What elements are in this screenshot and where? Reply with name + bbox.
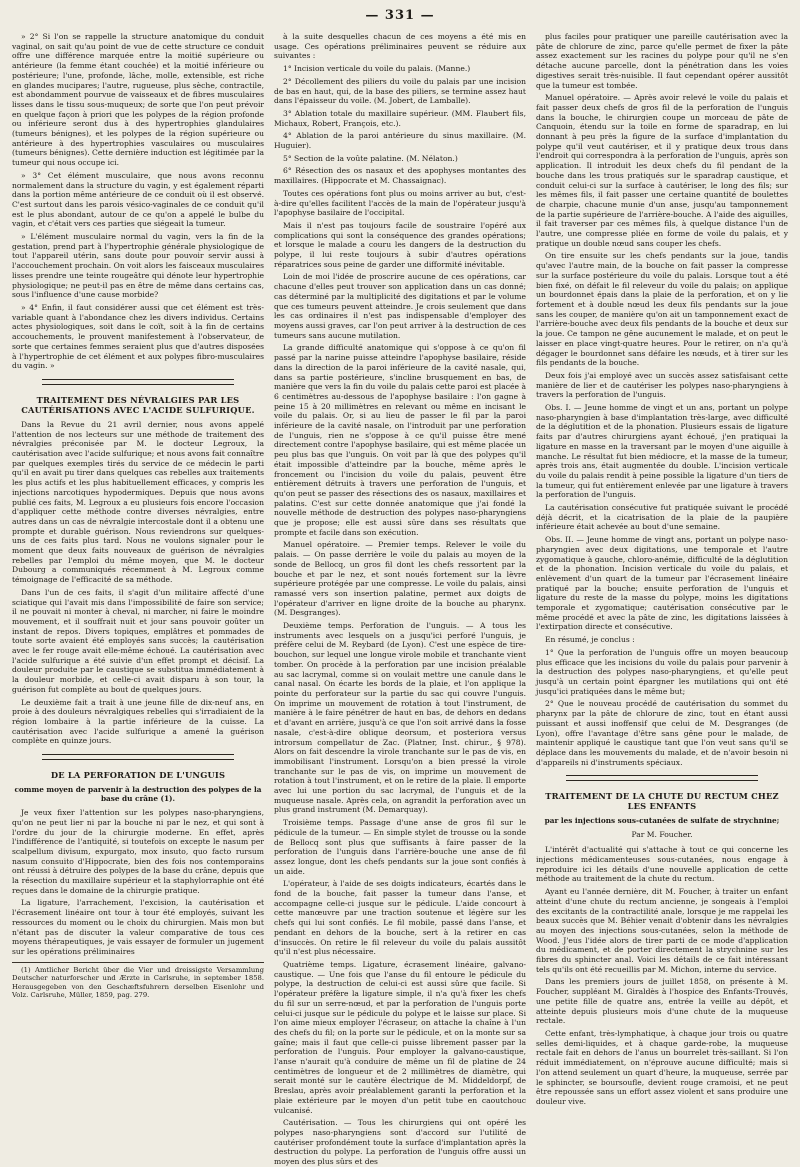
paragraph: Manuel opératoire. — Premier temps. Relever le voile du palais. — On passe derrière le voile du palais au moyen de la sonde de Bellocq, un gros fil dont les chefs ressortent par la bouche et par le nez, et sont noués fortement sur la lèvre supérieure protégée par une compresse. Le voile du palais, ainsi ramassé vers son insertion palatine, permet aux doigts de l'opérateur d'arriver en ligne droite de la bouche au pharynx. (M. Desgranges). bbox=[274, 540, 526, 618]
section-subtitle: comme moyen de parvenir à la destruction des polypes de la base du crâne (1). bbox=[14, 785, 262, 804]
paragraph: 5° Section de la voûte palatine. (M. Nélaton.) bbox=[283, 153, 458, 163]
author-line: Par M. Foucher. bbox=[631, 830, 693, 840]
paragraph: La cautérisation consécutive fut pratiquée suivant le procédé déjà décrit, et la cicatrisation de la plaie de la paupière inférieure était achevée au bout d'une semaine. bbox=[536, 503, 788, 532]
paragraph: Obs. I. — Jeune homme de vingt et un ans, portant un polype naso-pharyngien à base d'implantation très-large, avec difficulté de la déglutition et de la phonation. Plusieurs essais de ligature faits par d'autres chirurgiens ayant échoué, j'en pratiquai la ligature en masse en la traversant par le moyen d'une aiguille à manche. Le résultat fut bien médiocre, et la masse de la tumeur, après trois ans, était augmentée du double. L'incision verticale du voile du palais rendit à peine possible la ligature d'un tiers de la tumeur, qui fut entièrement enlevée par une ligature à travers la perforation de l'unguis. bbox=[536, 403, 788, 500]
footnote: (1) Amtlicher Bericht über die Vier und dreissigste Versammlung Deutscher naturforscher und Ærzte in Carlsruhe, in september 1858. Herausgegeben von den Geschæftsfuhrern derselben Eisenlohr und Volz. Carlsruhe, Müller, 1859, pag. 279. bbox=[12, 962, 264, 1000]
paragraph: Deux fois j'ai employé avec un succès assez satisfaisant cette manière de lier et de cautériser les polypes naso-pharyngiens à travers la perforation de l'unguis. bbox=[536, 370, 788, 400]
section-divider bbox=[42, 754, 234, 760]
column-2 bbox=[274, 32, 526, 1167]
paragraph: 1° Que la perforation de l'unguis offre un moyen beaucoup plus efficace que les incisions du voile du palais pour parvenir à la destruction des polypes naso-pharyngiens, et qu'elle peut jusqu'à un certain point épargner les mutilations qui ont été jusqu'ici pratiquées dans le même but; bbox=[536, 647, 788, 696]
paragraph: Dans l'un de ces faits, il s'agit d'un militaire affecté d'une sciatique qui l'avait mis dans l'impossibilité de faire son service; il ne pouvait ni monter à cheval, ni marcher, ni faire le moindre mouvement, et il souffrait nuit et jour sans pouvoir goûter un instant de repos. Divers topiques, emplâtres et pommades de toute sorte avaient été employés sans succès; la cautérisation avec le fer rouge avait elle-même échoué. La cautérisation avec l'acide sulfurique a été suivie d'un effet prompt et décisif. La douleur produite par le caustique se substitua immédiatement à la douleur morbide, et celle-ci avait disparu à son tour, la guérison fut complète au bout de quelques jours. bbox=[12, 587, 264, 694]
paragraph: Obs. II. — Jeune homme de vingt ans, portant un polype naso-pharyngien avec deux digitations, une temporale et l'autre zygomatique à gauche, chloro-anémie, difficulté de la déglutition et de la phonation. Incision verticale du voile du palais, et enlèvement d'un quart de la tumeur par l'écrasement linéaire pratiqué par la bouche; ensuite perforation de l'unguis et ligature du reste de la masse du polype, moins les digitations temporale et zygomatique; cautérisation consécutive par le même procédé et avec la pâte de zinc, les digitations laissées à l'extirpation directe et consécutive. bbox=[536, 535, 788, 632]
paragraph: » 2° Si l'on se rappelle la structure anatomique du conduit vaginal, on sait qu'au point de vue de cette structure ce conduit offre une différence marquée entre la moitié supérieure ou antérieure (la femme étant couchée) et la moitié inférieure ou postérieure; l'une, profonde, lâche, molle, extensible, est riche en glandes mucipares; l'autre, rugueuse, plus sèche, contractile, est abondamment pourvue de vaisseaux et de fibres musculaires lisses dans le tissu sous-muqueux; de sorte que l'on peut prévoir en quelque façon à priori que les polypes de la région profonde ou inférieure seront dus à des hypertrophies glandulaires (tumeurs bénignes), et les polypes de la région supérieure ou antérieure à des hypertrophies vasculaires ou musculaires (tumeurs bénignes). Cette dernière induction est légitimée par la tumeur qui nous occupe ici. bbox=[12, 32, 264, 168]
paragraph: » 3° Cet élément musculaire, que nous avons reconnu normalement dans la structure du vagin, y est également réparti dans la portion même antérieure de ce conduit où il est observé. C'est surtout dans les parois vésico-vaginales de ce conduit qu'il est le plus abondant, autour de ce qu'on a appelé le bulbe du vagin, et c'était vers ces parties que siégeait la tumeur. bbox=[12, 170, 264, 229]
paragraph: à la suite desquelles chacun de ces moyens a été mis en usage. Ces opérations préliminaires peuvent se réduire aux suivantes : bbox=[274, 32, 526, 61]
paragraph: L'intérêt d'actualité qui s'attache à tout ce qui concerne les injections médicamenteuses sous-cutanées, nous engage à reproduire ici les détails d'une nouvelle application de cette méthode au traitement de la chute du rectum. bbox=[536, 845, 788, 884]
section-title-rectum: TRAITEMENT DE LA CHUTE DU RECTUM CHEZ LES ENFANTS bbox=[545, 791, 779, 812]
paragraph: On tire ensuite sur les chefs pendants sur la joue, tandis qu'avec l'autre main, de la bouche on fait passer la compresse sur la surface postérieure du voile du palais. Lorsque tout a été bien fixé, on défait le fil releveur du voile du palais; on applique un bourdonnet épais dans la plaie de la perforation, et on y lie fortement et à double nœud les deux fils pendants sur la joue sans les couper, de manière qu'on ait un tamponnement exact de l'arrière-bouche avec deux fils pendants de la bouche et deux sur la joue. Ce tampon ne gêne aucunement le malade, et on peut le laisser en place vingt-quatre heures. Pour le retirer, on n'a qu'à dégager le bourdonnet sans défaire les nœuds, et à tirer sur les fils pendants de la bouche. bbox=[536, 251, 788, 368]
paragraph: Manuel opératoire. — Après avoir relevé le voile du palais et fait passer deux chefs de gros fil de la perforation de l'unguis dans la bouche, le chirurgien coupe un morceau de pâte de Canquoin, étendu sur la toile en forme de sparadrap, en lui donnant à peu près la figure de la surface d'implantation du polype qu'il veut cautériser, et il y pratique deux trous dans l'endroit qui correspondra à la perforation de l'unguis, après son application. Il introduit les deux chefs du fil pendant de la bouche dans les trous pratiqués sur le sparadrap caustique, et conduit celui-ci sur la surface à cautériser, le long des fils; sur les mêmes fils, il fait passer une certaine quantité de boulettes de charpie, chacune munie d'un anse, jusqu'au tamponnement de la partie supérieure de l'arrière-bouche. A l'aide des aiguilles, il fait traverser par ces mêmes fils, à quelque distance l'un de l'autre, une compresse pliée en forme de voile du palais, et y pratique un double nœud sans couper les chefs. bbox=[536, 93, 788, 248]
paragraph: 6° Résection des os nasaux et des apophyses montantes des maxillaires. (Hippocrate et M. Chassaignac). bbox=[274, 166, 526, 186]
paragraph: 1° Incision verticale du voile du palais. (Manne.) bbox=[283, 64, 471, 74]
paragraph: Dans les premiers jours de juillet 1858, on présente à M. Foucher, suppléant M. Giraldès à l'hospice des Enfants-Trouvés, une petite fille de quatre ans, entrée la veille au dépôt, et atteinte depuis plusieurs mois d'une chute de la muqueuse rectale. bbox=[536, 977, 788, 1026]
paragraph: Cette enfant, très-lymphatique, à chaque jour trois ou quatre selles demi-liquides, et à chaque garde-robe, la muqueuse rectale fait en dehors de l'anus un bourrelet très-saillant. Si l'on réduit immédiatement, on n'éprouve aucune difficulté; mais si l'on attend seulement un quart d'heure, la muqueuse, serrée par le sphincter, se boursoufle, devient rouge cramoisi, et ne peut être repoussée sans un effort assez violent et sans produire une douleur vive. bbox=[536, 1028, 788, 1106]
column-1 bbox=[12, 32, 264, 1157]
columns bbox=[12, 32, 788, 1167]
paragraph: 2° Décollement des piliers du voile du palais par une incision de bas en haut, qui, de la base des piliers, se termine assez haut dans l'épaisseur du voile. (M. Jobert, de Lamballe). bbox=[274, 76, 526, 106]
paragraph: 2° Que le nouveau procédé de cautérisation du sommet du pharynx par la pâte de chlorure de zinc, tout en étant aussi puissant et aussi inoffensif que celui de M. Desgranges (de Lyon), offre l'avantage d'être sans gêne pour le malade, de maintenir appliqué le caustique tant que l'on veut sans qu'il se déplace dans les mouvements du malade, et de n'avoir besoin ni d'appareils ni d'instruments spéciaux. bbox=[536, 699, 788, 767]
paragraph: » L'élément musculaire normal du vagin, vers la fin de la gestation, prend part à l'hypertrophie générale physiologique de tout l'appareil utérin, sans doute pour pouvoir servir aussi à l'accouchement prochain. On voit alors les faisceaux musculaires lisses prendre une teinte rougeâtre qui dénote leur hypertrophie physiologique; ne peut-il pas en être de même dans certains cas, sous l'influence d'une cause morbide? bbox=[12, 232, 264, 300]
paragraph: Quatrième temps. Ligature, écrasement linéaire, galvano-caustique. — Une fois que l'anse du fil entoure le pédicule du polype, la destruction de celui-ci est aussi sûre que facile. Si l'opérateur préfère la ligature simple, il n'a qu'à fixer les chefs du fil sur un serre-nœud, et par la perforation de l'unguis porte celui-ci jusque sur le pédicule du polype et le laisse sur place. Si l'on aime mieux employer l'écraseur, on attache la chaîne à l'un des chefs du fil; on la porte sur le pédicule, et on la monte sur sa gaîne; mais il faut que celle-ci puisse librement passer par la perforation de l'unguis. Pour employer la galvano-caustique, l'anse n'aurait qu'à conduire de même un fil de platine de 24 centimètres de longueur et de 2 millimètres de diamètre, qui serait monté sur le cautère électrique de M. Middeldorpf, de Breslau, après avoir préalablement garanti la perforation et la plaie extérieure par le moyen d'un petit tube en caoutchouc vulcanisé. bbox=[274, 959, 526, 1115]
paragraph: La ligature, l'arrachement, l'excision, la cautérisation et l'écrasement linéaire ont tour à tour été employés, suivant les ressources du moment ou le choix du chirurgien. Mais mon but n'étant pas de discuter la valeur comparative de tous ces moyens thérapeutiques, je vais essayer de formuler un jugement sur les opérations préliminaires bbox=[12, 898, 264, 956]
paragraph: 3° Ablation totale du maxillaire supérieur. (MM. Flaubert fils, Michaux, Robert, François, etc.). bbox=[274, 108, 526, 128]
column-3 bbox=[536, 32, 788, 1157]
paragraph: La grande difficulté anatomique qui s'oppose à ce qu'on fil passé par la narine puisse atteindre l'apophyse basilaire, réside dans la direction de la paroi inférieure de la cavité nasale, qui, dans sa partie postérieure, s'incline brusquement en bas, de manière que vers la fin du voile du palais cette paroi est placée à 6 centimètres au-dessous de l'apophyse basilaire : l'on gagne à peine 15 à 20 millimètres en relevant ou même en incisant le voile du palais. Or, si au lieu de passer le fil par la paroi inférieure de la cavité nasale, on l'introduit par une perforation de l'unguis, rien ne s'oppose à ce qu'il puisse être mené directement contre l'apophyse basilaire, qui est même placée un peu plus bas que l'unguis. On voit par là que des polypes qu'il était impossible d'atteindre par la bouche, même après le froncement ou l'incision du voile du palais, peuvent être entièrement détruits à travers une perforation de l'unguis, et qu'on peut se passer des résections des os nasaux, maxillaires et palatins. C'est sur cette donnée anatomique que j'ai fondé la nouvelle méthode de destruction des polypes naso-pharyngiens que je propose; elle est aussi sûre dans ses résultats que prompte et facile dans son exécution. bbox=[274, 343, 526, 537]
section-title-unguis: DE LA PERFORATION DE L'UNGUIS bbox=[50, 770, 226, 781]
paragraph: 4° Ablation de la paroi antérieure du sinus maxillaire. (M. Huguier). bbox=[274, 131, 526, 151]
paragraph: Loin de moi l'idée de proscrire aucune de ces opérations, car chacune d'elles peut trouver son application dans un cas donné; cas déterminé par la multiplicité des digitations et par le volume que ces tumeurs peuvent atteindre. Je crois seulement que dans les cas ordinaires il n'est pas indispensable d'employer des moyens aussi graves, car l'on peut arriver à la destruction de ces tumeurs sans aucune mutilation. bbox=[274, 272, 526, 340]
section-divider bbox=[42, 379, 234, 385]
paragraph: En résumé, je conclus : bbox=[545, 635, 635, 645]
paragraph: » 4° Enfin, il faut considérer aussi que cet élément est très-variable quant à l'abondance chez les divers individus. Certains actes physiologiques, soit dans le coït, soit à la fin de certains accouchements, le prouvent manifestement à l'observateur, de sorte que certaines femmes seraient plus que d'autres disposées à l'hypertrophie de cet élément et aux polypes fibro-musculaires du vagin. » bbox=[12, 302, 264, 371]
paragraph: Je veux fixer l'attention sur les polypes naso-pharyngiens, qu'on ne peut lier ni par la bouche ni par le nez, et qui sont à l'ordre du jour de la chirurgie moderne. En effet, après l'indifférence de l'antiquité, si toutefois on excepte le nasum per scalpellum divisum, expurgato, mox insuto, quo facto rursum nasum consuito d'Hippocrate, bien des fois nos contemporains ont réussi à détruire des polypes de la base du crâne, depuis que la résection du maxillaire supérieur et la staphylorraphie ont été reçues dans le domaine de la chirurgie pratique. bbox=[12, 808, 264, 895]
paragraph: Toutes ces opérations font plus ou moins arriver au but, c'est-à-dire qu'elles facilitent l'accès de la main de l'opérateur jusqu'à l'apophyse basilaire de l'occipital. bbox=[274, 188, 526, 218]
paragraph: Dans la Revue du 21 avril dernier, nous avons appelé l'attention de nos lecteurs sur une méthode de traitement des névralgies préconisée par M. le docteur Legroux, la cautérisation avec l'acide sulfurique; et nous avons fait connaître par quelques exemples tirés du service de ce médecin le parti qu'il en avait pu tirer dans quelques cas rebelles aux traitements les plus actifs et les plus habituellement efficaces, y compris les injections narcotiques hypodermiques. Depuis que nous avons publié ces faits, M. Legroux a eu plusieurs fois encore l'occasion d'appliquer cette méthode contre diverses névralgies, entre autres dans un cas de névralgie intercostale dont il a obtenu une prompte et durable guérison. Nous reviendrons sur quelques-uns de ces faits plus tard. Nous ne voulons signaler pour le moment que deux faits nouveaux de guérison de névralgies rebelles par l'emploi du même moyen, que M. le docteur Dubourg a communiqués récemment à M. Legroux comme témoignage de l'efficacité de sa méthode. bbox=[12, 419, 264, 585]
paragraph: Troisième temps. Passage d'une anse de gros fil sur le pédicule de la tumeur. — En simple stylet de trousse ou la sonde de Bellocq sont plus que suffisants à faire passer de la perforation de l'unguis dans l'arrière-bouche une anse de fil assez longue, dont les chefs pendants sur la joue sont confiés à un aide. bbox=[274, 818, 526, 876]
paragraph: Deuxième temps. Perforation de l'unguis. — A tous les instruments avec lesquels on a jusqu'ici perforé l'unguis, je préfère celui de M. Reybard (de Lyon). C'est une espèce de tire-bouchon, sur lequel une longue virole mobile et tranchante vient tomber. On procède à la perforation par une incision préalable au sac lacrymal, comme si on voulait mettre une canule dans le canal nasal. On écarte les bords de la plaie, et l'on applique la pointe du perforateur sur la partie du sac qui couvre l'unguis. On imprime un mouvement de rotation à tout l'instrument, de manière à le faire pénétrer de haut en bas, de dehors en dedans et d'avant en arrière, jusqu'à ce que l'on soit arrivé dans la fosse nasale, c'est-à-dire oblique deorsum, et posteriora versus introrsum compellatur de Zac. (Platner, Inst. chirur., § 978). Alors on fait descendre la virole tranchante sur le pas de vis, en immobilisant l'instrument. Lorsqu'on a bien pressé la virole tranchante sur le pas de vis, on imprime un mouvement de rotation à tout l'instrument, et on le retire de la plaie. Il emporte avec lui une portion du sac lacrymal, de l'unguis et de la muqueuse nasale. Après cela, on agrandit la perforation avec un plus grand instrument (M. Demarquay). bbox=[274, 621, 526, 815]
paragraph: Le deuxième fait a trait à une jeune fille de dix-neuf ans, en proie à des douleurs névralgiques rebelles qui s'irradiaient de la région lombaire à la partie inférieure de la cuisse. La cautérisation avec l'acide sulfurique a amené la guérison complète en quinze jours. bbox=[12, 697, 264, 746]
paragraph: Ayant eu l'année dernière, dit M. Foucher, à traiter un enfant atteint d'une chute du rectum ancienne, je songeais à l'emploi des excitants de la contractilité anale, lorsque je me rappelai les beaux succès que M. Béhier venait d'obtenir dans les névralgies au moyen des injections sous-cutanées, selon la méthode de Wood. J'eus l'idée alors de tirer parti de ce mode d'application du médicament, et de porter directement la strychnine sur les fibres du sphincter anal. Voici les détails de ce fait intéressant tels qu'ils ont été recueillis par M. Michon, interne du service. bbox=[536, 887, 788, 974]
section-divider bbox=[566, 775, 758, 781]
page-number: — 331 — bbox=[365, 8, 435, 23]
paragraph: L'opérateur, à l'aide de ses doigts indicateurs, écartés dans le fond de la bouche, fait passer la tumeur dans l'anse, et accompagne celle-ci jusque sur le pédicule. L'aide concourt à cette manœuvre par une traction soutenue et légère sur les chefs qui lui sont confiés. Le fil mobile, passé dans l'anse, et pendant en dehors de la bouche, sert à la retirer en cas d'insuccès. On retire le fil releveur du voile du palais aussitôt qu'il n'est plus nécessaire. bbox=[274, 879, 526, 957]
paragraph: Cautérisation. — Tous les chirurgiens qui ont opéré les polypes naso-pharyngiens sont d'accord sur l'utilité de cautériser profondément toute la surface d'implantation après la destruction du polype. La perforation de l'unguis offre aussi un moyen des plus sûrs et des bbox=[274, 1118, 526, 1167]
paragraph: Mais il n'est pas toujours facile de soustraire l'opéré aux complications qui sont la conséquence des grandes opérations; et lorsque le malade a couru les dangers de la destruction du polype, il lui reste toujours à subir d'autres opérations réparatrices sous peine de garder une difformité inévitable. bbox=[274, 220, 526, 269]
section-title-neuralgia: TRAITEMENT DES NÉVRALGIES PAR LES CAUTÉRISATIONS AVEC L'ACIDE SULFURIQUE. bbox=[21, 394, 255, 415]
section-subtitle: par les injections sous-cutanées de sulfate de strychnine; bbox=[544, 816, 780, 826]
paragraph: plus faciles pour pratiquer une pareille cautérisation avec la pâte de chlorure de zinc, parce qu'elle permet de fixer la pâte assez exactement sur les racines du polype pour qu'il ne s'en détache aucune parcelle, dont la pénétration dans les voies digestives serait très-nuisible. Il faut cependant opérer aussitôt que la tumeur est tombée. bbox=[536, 32, 788, 90]
